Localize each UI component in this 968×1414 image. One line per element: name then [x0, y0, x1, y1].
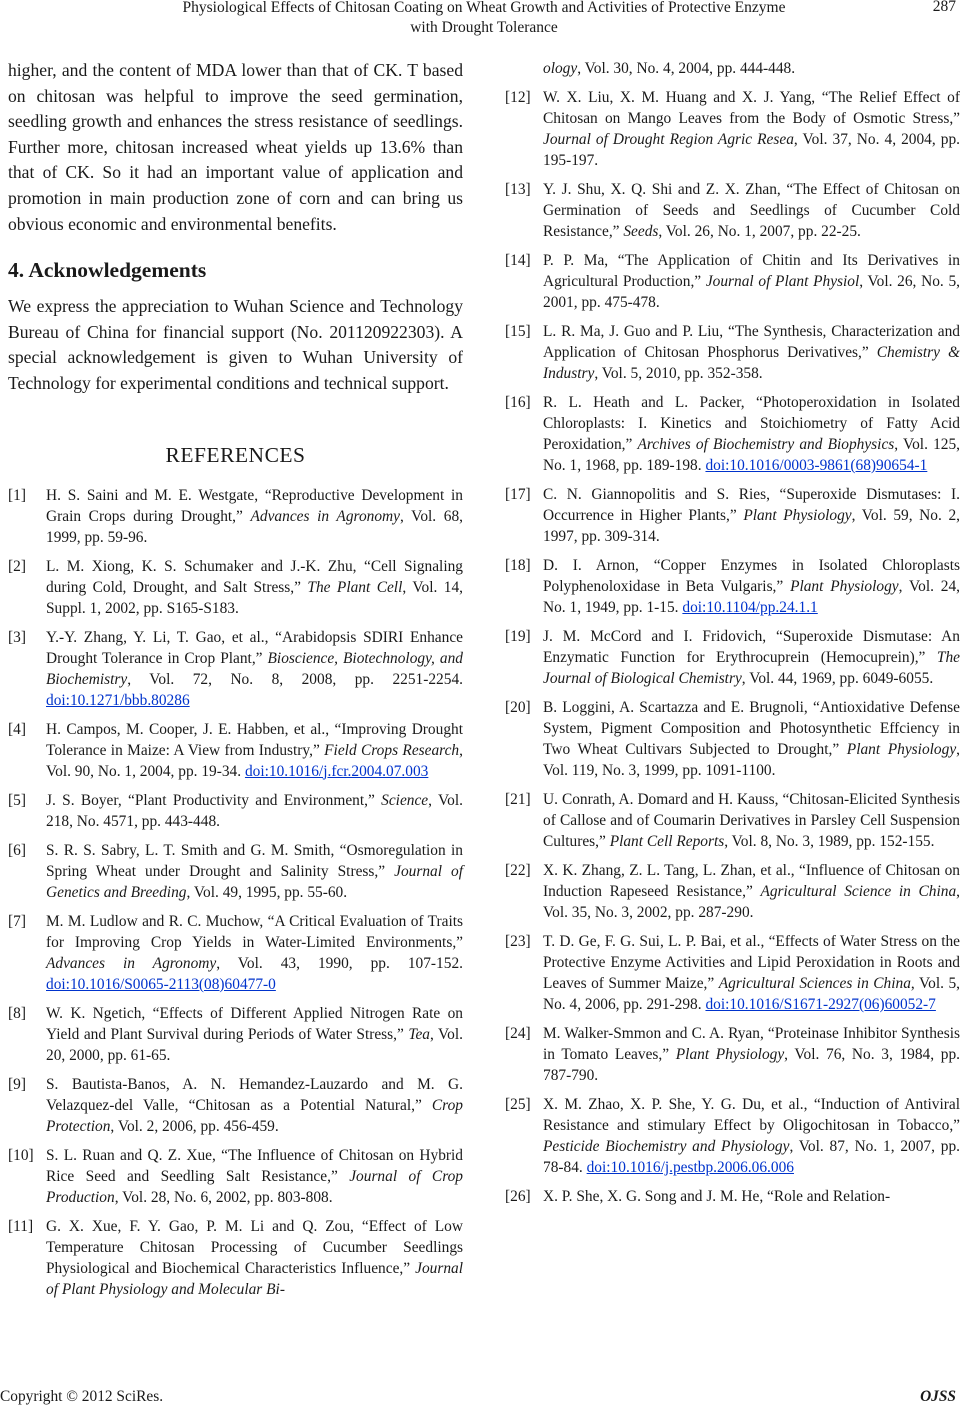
- reference-number: [7]: [8, 912, 26, 930]
- reference-journal: Seeds: [623, 223, 659, 240]
- reference-details: , Vol. 24, No. 1, 1949, pp. 1-15.: [543, 578, 960, 616]
- reference-journal: Plant Physiology: [846, 741, 957, 758]
- reference-number: [5]: [8, 791, 26, 809]
- doi-link[interactable]: doi:10.1016/j.pestbp.2006.06.006: [586, 1159, 794, 1176]
- reference-text: L. M. Xiong, K. S. Schumaker and J.-K. Zhu, “Cell Signaling during Cold, Drought, and Salt Stress,”: [46, 557, 463, 596]
- reference-number: [25]: [505, 1096, 531, 1113]
- reference-details: , Vol. 20, 2000, pp. 61-65.: [46, 1025, 463, 1064]
- reference-journal: Plant Physiology: [743, 507, 852, 524]
- reference-number: [21]: [505, 791, 531, 808]
- left-column: [8, 58, 463, 1308]
- reference-number: [1]: [8, 486, 26, 504]
- reference-number: [11]: [8, 1217, 34, 1235]
- reference-details: , Vol. 28, No. 6, 2002, pp. 803-808.: [114, 1188, 333, 1206]
- reference-journal: Journal of Crop Production: [46, 1167, 463, 1206]
- reference-item: [8, 840, 463, 903]
- reference-number: [6]: [8, 841, 26, 859]
- reference-journal: Tea: [408, 1025, 430, 1043]
- doi-link[interactable]: doi:10.1016/j.fcr.2004.07.003: [244, 762, 429, 780]
- reference-journal: Advances in Agronomy: [250, 507, 400, 525]
- doi-link[interactable]: doi:10.1104/pp.24.1.1: [682, 599, 818, 616]
- reference-text: B. Loggini, A. Scartazza and E. Brugnoli, “Antioxidative Defense System, Pigment Composition and Photosynthetic Effciency in Two Wheat Cultivars Subjected to Drought,”: [543, 699, 960, 758]
- reference-text: Y.-Y. Zhang, Y. Li, T. Gao, et al., “Arabidopsis SDIRI Enhance Drought Tolerance in Crop Plant,”: [46, 628, 463, 667]
- reference-journal: Journal of Drought Region Agric Resea: [543, 131, 794, 148]
- references-heading: REFERENCES: [165, 442, 306, 467]
- reference-details: , Vol. 2, 2006, pp. 456-459.: [110, 1117, 279, 1135]
- reference-journal: Science: [381, 791, 429, 809]
- right-column: [505, 58, 960, 1215]
- reference-text: T. D. Ge, F. G. Sui, L. P. Bai, et al., “Effects of Water Stress on the Protective Enzyme Activities and Lipid Peroxidation in Roots and Leaves of Summer Maize,”: [543, 933, 960, 992]
- reference-number: [2]: [8, 557, 26, 575]
- reference-number: [18]: [505, 557, 531, 574]
- reference-journal: The Plant Cell: [307, 578, 403, 596]
- reference-details: , Vol. 44, 1969, pp. 6049-6055.: [741, 670, 934, 687]
- reference-text: X. K. Zhang, Z. L. Tang, L. Zhan, et al., “Influence of Chitosan on Induction Rapeseed Resistance,”: [543, 862, 960, 900]
- reference-item: [505, 1094, 960, 1178]
- reference-number: [24]: [505, 1025, 531, 1042]
- reference-number: [19]: [505, 628, 531, 645]
- reference-item: [505, 555, 960, 618]
- page-number: 287: [932, 0, 956, 15]
- reference-list-left: [8, 485, 463, 1300]
- reference-item: [8, 1216, 463, 1300]
- reference-details: , Vol. 8, No. 3, 1989, pp. 152-155.: [724, 833, 935, 850]
- reference-number: [14]: [505, 252, 531, 269]
- reference-text: W. K. Ngetich, “Effects of Different Applied Nitrogen Rate on Yield and Plant Survival during Periods of Water Stress,”: [46, 1004, 463, 1043]
- reference-text: J. S. Boyer, “Plant Productivity and Environment,”: [46, 791, 382, 809]
- reference-item: [8, 485, 463, 548]
- reference-number: [4]: [8, 720, 26, 738]
- reference-journal: Journal of Plant Physiol: [705, 273, 860, 290]
- reference-item: [8, 627, 463, 711]
- reference-journal: Journal of Plant Physiology and Molecular Bi-: [46, 1259, 463, 1298]
- reference-text: J. M. McCord and I. Fridovich, “Superoxide Dismutase: An Enzymatic Function for Erythrocuprein (Hemocuprein),”: [543, 628, 960, 666]
- reference-text: S. R. S. Sabry, L. T. Smith and G. M. Smith, “Osmoregulation in Spring Wheat under Drought and Salinity Stress,”: [46, 841, 463, 880]
- doi-link[interactable]: doi:10.1271/bbb.80286: [46, 691, 190, 709]
- reference-number: [17]: [505, 486, 531, 503]
- reference-text: S. L. Ruan and Q. Z. Xue, “The Influence of Chitosan on Hybrid Rice Seed and Seedling Salt Resistance,”: [46, 1146, 463, 1185]
- reference-journal: Agricultural Science in China: [760, 883, 957, 900]
- reference-journal: Field Crops Research: [324, 741, 460, 759]
- reference-text: Y. J. Shu, X. Q. Shi and Z. X. Zhan, “The Effect of Chitosan on Germination of Seeds and Seedlings of Cucumber Cold Resistance,”: [543, 181, 960, 240]
- reference-number: [26]: [505, 1188, 531, 1205]
- reference-item: [505, 1186, 960, 1207]
- reference-journal: Bioscience, Biotechnology, and Biochemistry: [46, 649, 463, 688]
- reference-item: [505, 1023, 960, 1086]
- doi-link[interactable]: doi:10.1016/S1671-2927(06)60052-7: [705, 996, 936, 1013]
- reference-number: [13]: [505, 181, 531, 198]
- reference-text: W. X. Liu, X. M. Huang and X. J. Yang, “The Relief Effect of Chitosan on Mango Leaves from the Body of Osmotic Stress,”: [543, 89, 960, 127]
- reference-details: , Vol. 43, 1990, pp. 107-152.: [216, 954, 463, 972]
- reference-journal: The Journal of Biological Chemistry: [543, 649, 960, 687]
- reference-item: [505, 789, 960, 852]
- reference-journal: Plant Physiology: [790, 578, 899, 595]
- reference-number: [12]: [505, 89, 531, 106]
- reference-text: H. Campos, M. Cooper, J. E. Habben, et al., “Improving Drought Tolerance in Maize: A View from Industry,”: [46, 720, 463, 759]
- reference-number: [16]: [505, 394, 531, 411]
- reference-details: , Vol. 87, No. 1, 2007, pp. 78-84.: [543, 1138, 960, 1176]
- conclusion-paragraph: higher, and the content of MDA lower than that of CK. T based on chitosan was helpful to improve the seed germination, seedling growth and enhances the stress resistance of seedlings. Further more, chitosan increased wheat yields up 13.6% than that of CK. So it had an important value of application and promotion in main production zone of corn and can bring us obvious economic and environmental benefits.: [8, 60, 463, 234]
- reference-text: X. M. Zhao, X. P. She, Y. G. Du, et al., “Induction of Antiviral Resistance and stimulary Effect by Oligochitosan in Tobacco,”: [543, 1096, 960, 1134]
- reference-item: [8, 556, 463, 619]
- reference-number: [22]: [505, 862, 531, 879]
- reference-details: , Vol. 5, No. 4, 2006, pp. 291-298.: [543, 975, 960, 1013]
- reference-journal: Crop Protection: [46, 1096, 463, 1135]
- journal-abbrev: OJSS: [920, 1388, 956, 1405]
- reference-journal: Agricultural Sciences in China: [718, 975, 911, 992]
- reference-number: [20]: [505, 699, 531, 716]
- reference-item: [505, 392, 960, 476]
- reference-text: C. N. Giannopolitis and S. Ries, “Superoxide Dismutases: I. Occurrence in Higher Plants,”: [543, 486, 960, 524]
- reference-journal: Plant Cell Reports: [609, 833, 725, 850]
- reference-item: [8, 911, 463, 995]
- reference-number: [15]: [505, 323, 531, 340]
- reference-text: M. Walker-Smmon and C. A. Ryan, “Proteinase Inhibitor Synthesis in Tomato Leaves,”: [543, 1025, 960, 1063]
- reference-text: L. R. Ma, J. Guo and P. Liu, “The Synthesis, Characterization and Application of Chitosan Phosphorus Derivatives,”: [543, 323, 960, 361]
- reference-item: [505, 931, 960, 1015]
- reference-details: , Vol. 26, No. 5, 2001, pp. 475-478.: [543, 273, 960, 311]
- reference-details: , Vol. 14, Suppl. 1, 2002, pp. S165-S183.: [46, 578, 464, 617]
- reference-details: , Vol. 26, No. 1, 2007, pp. 22-25.: [658, 223, 861, 240]
- reference-text: S. Bautista-Banos, A. N. Hemandez-Lauzardo and M. G. Velazquez-del Valle, “Chitosan as a Potential Natural,”: [46, 1075, 463, 1114]
- reference-details: , Vol. 37, No. 4, 2004, pp. 195-197.: [543, 131, 960, 169]
- reference-journal: Journal of Genetics and Breeding: [46, 862, 463, 901]
- reference-journal: Pesticide Biochemistry and Physiology: [543, 1138, 790, 1155]
- reference-details: , Vol. 90, No. 1, 2004, pp. 19-34.: [46, 741, 463, 780]
- reference-item: [505, 250, 960, 313]
- doi-link[interactable]: doi:10.1016/S0065-2113(08)60477-0: [46, 975, 276, 993]
- reference-text: G. X. Xue, F. Y. Gao, P. M. Li and Q. Zou, “Effect of Low Temperature Chitosan Processing of Cucumber Seedlings Physiological and Biochemical Characteristics Influence,”: [46, 1217, 463, 1277]
- acknowledgements-text: We express the appreciation to Wuhan Science and Technology Bureau of China for financial support (No. 201120922303). A special acknowledgement is given to Wuhan University of Technology for experimental conditions and technical support.: [8, 296, 463, 393]
- reference-number: [9]: [8, 1075, 26, 1093]
- doi-link[interactable]: doi:10.1016/0003-9861(68)90654-1: [705, 457, 928, 474]
- reference-details: , Vol. 5, 2010, pp. 352-358.: [594, 365, 763, 382]
- reference-item: [505, 484, 960, 547]
- reference-item: [8, 1145, 463, 1208]
- reference-item: [505, 697, 960, 781]
- reference-number: [10]: [8, 1146, 34, 1164]
- reference-item: [505, 860, 960, 923]
- reference-number: [3]: [8, 628, 26, 646]
- reference-list-right: [505, 87, 960, 1207]
- reference-number: [23]: [505, 933, 531, 950]
- acknowledgements-heading: 4. Acknowledgements: [8, 258, 207, 283]
- reference-item: [505, 626, 960, 689]
- reference-text: P. P. Ma, “The Application of Chitin and Its Derivatives in Agricultural Production,”: [543, 252, 960, 290]
- reference-details: , Vol. 218, No. 4571, pp. 443-448.: [46, 791, 463, 830]
- reference-number: [8]: [8, 1004, 26, 1022]
- reference-item: [505, 87, 960, 171]
- reference-item: [505, 321, 960, 384]
- reference-text: U. Conrath, A. Domard and H. Kauss, “Chitosan-Elicited Synthesis of Callose and of Coumarin Derivatives in Parsley Cell Suspension Cultures,”: [543, 791, 960, 850]
- running-header: [0, 0, 968, 44]
- reference-details: , Vol. 125, No. 1, 1968, pp. 189-198.: [543, 436, 960, 474]
- reference-details: , Vol. 119, No. 3, 1999, pp. 1091-1100.: [543, 741, 961, 779]
- reference-journal: Archives of Biochemistry and Biophysics: [637, 436, 895, 453]
- reference-text: M. M. Ludlow and R. C. Muchow, “A Critical Evaluation of Traits for Improving Crop Yields in Water-Limited Environments,”: [46, 912, 463, 951]
- reference-details: , Vol. 59, No. 2, 1997, pp. 309-314.: [543, 507, 960, 545]
- reference-item: [8, 719, 463, 782]
- reference-item: [8, 1074, 463, 1137]
- reference-item: [505, 179, 960, 242]
- reference-journal: Advances in Agronomy: [46, 954, 217, 972]
- reference-text: R. L. Heath and L. Packer, “Photoperoxidation in Isolated Chloroplasts: I. Kinetics and Stoichiometry of Fatty Acid Peroxidation,”: [543, 394, 960, 453]
- reference-text: D. I. Arnon, “Copper Enzymes in Isolated Chloroplasts Polyphenoloxidase in Beta Vulgaris,”: [543, 557, 960, 595]
- reference-11-continuation: ology, Vol. 30, No. 4, 2004, pp. 444-448.: [543, 60, 796, 77]
- running-title: Physiological Effects of Chitosan Coating on Wheat Growth and Activities of Protective Enzyme with Drought Tolerance: [182, 0, 786, 36]
- reference-item: [8, 790, 463, 832]
- reference-journal: Plant Physiology: [675, 1046, 785, 1063]
- reference-text: H. S. Saini and M. E. Westgate, “Reproductive Development in Grain Crops during Drought,”: [46, 486, 463, 525]
- reference-details: , Vol. 49, 1995, pp. 55-60.: [186, 883, 348, 901]
- reference-item: [8, 1003, 463, 1066]
- reference-details: , Vol. 76, No. 3, 1984, pp. 787-790.: [543, 1046, 961, 1084]
- reference-text: X. P. She, X. G. Song and J. M. He, “Role and Relation-: [543, 1188, 891, 1205]
- reference-details: , Vol. 35, No. 3, 2002, pp. 287-290.: [543, 883, 960, 921]
- reference-details: , Vol. 72, No. 8, 2008, pp. 2251-2254.: [127, 670, 463, 688]
- reference-details: , Vol. 68, 1999, pp. 59-96.: [46, 507, 464, 546]
- reference-journal: Chemistry & Industry: [543, 344, 960, 382]
- copyright: Copyright © 2012 SciRes.: [0, 1388, 164, 1405]
